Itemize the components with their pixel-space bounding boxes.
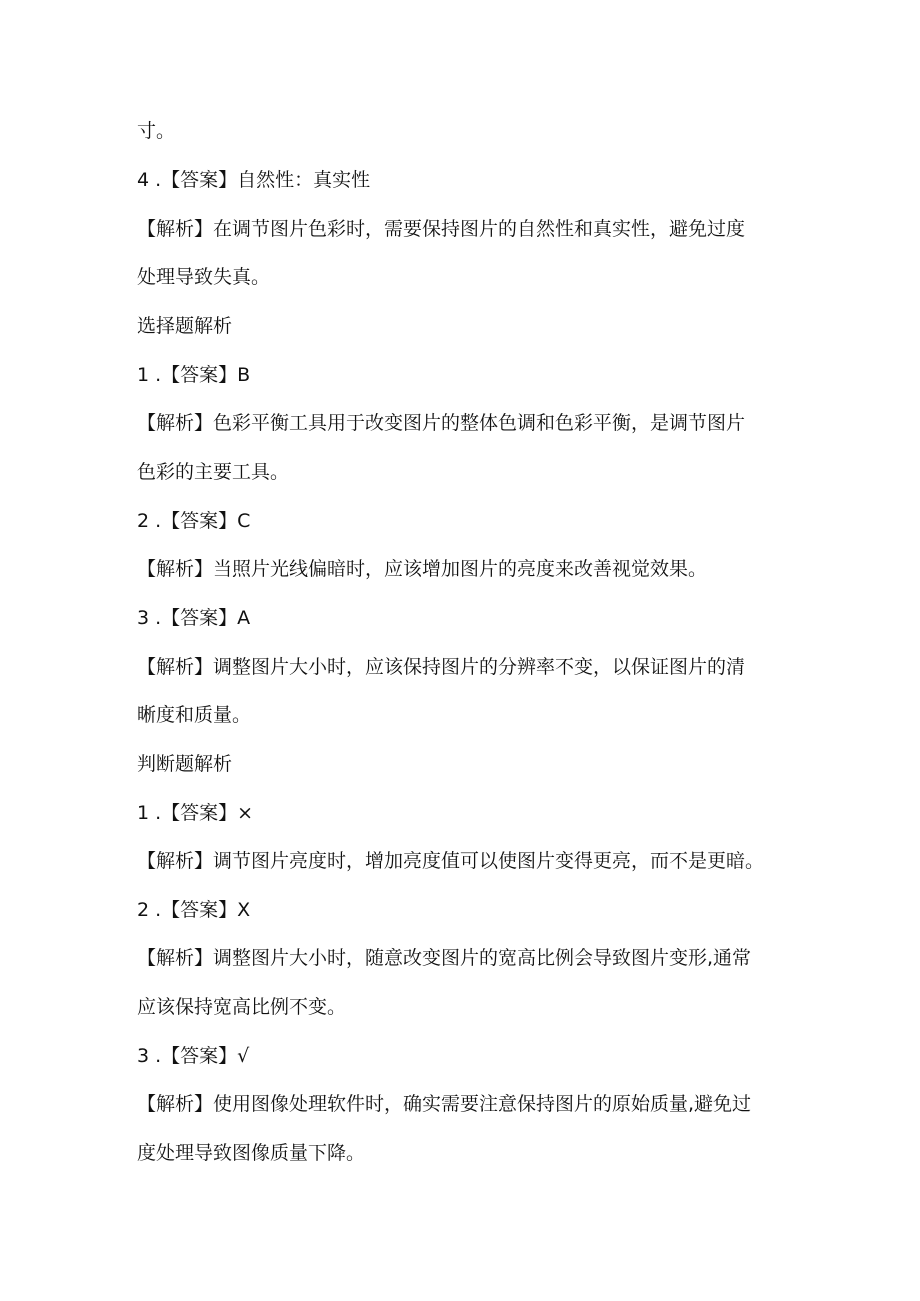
explanation-line-fill-4-cont: 处理导致失真。 — [137, 266, 271, 288]
section-heading-judgment: 判断题解析 — [137, 753, 233, 775]
explanation-line-choice-2: 【解析】当照片光线偏暗时，应该增加图片的亮度来改善视觉效果。 — [137, 558, 708, 580]
answer-line-judgment-3: 3 .【答案】√ — [137, 1045, 250, 1067]
answer-line-choice-3: 3 .【答案】A — [137, 607, 251, 629]
explanation-line-judgment-2: 【解析】调整图片大小时，随意改变图片的宽高比例会导致图片变形,通常 — [137, 947, 752, 969]
explanation-line-fill-4: 【解析】在调节图片色彩时，需要保持图片的自然性和真实性，避免过度 — [137, 218, 746, 240]
answer-line-choice-1: 1 .【答案】B — [137, 364, 251, 386]
explanation-line-choice-1-cont: 色彩的主要工具。 — [137, 461, 290, 483]
explanation-line-choice-3: 【解析】调整图片大小时，应该保持图片的分辨率不变，以保证图片的清 — [137, 656, 746, 678]
explanation-line-judgment-1: 【解析】调节图片亮度时，增加亮度值可以使图片变得更亮，而不是更暗。 — [137, 850, 765, 872]
explanation-line-judgment-2-cont: 应该保持宽高比例不变。 — [137, 996, 347, 1018]
explanation-line-judgment-3-cont: 度处理导致图像质量下降。 — [137, 1142, 366, 1164]
explanation-line-choice-1: 【解析】色彩平衡工具用于改变图片的整体色调和色彩平衡，是调节图片 — [137, 412, 746, 434]
answer-line-judgment-1: 1 .【答案】× — [137, 802, 254, 824]
explanation-line-judgment-3: 【解析】使用图像处理软件时，确实需要注意保持图片的原始质量,避免过 — [137, 1093, 752, 1115]
explanation-line-choice-3-cont: 晰度和质量。 — [137, 704, 252, 726]
answer-line-choice-2: 2 .【答案】C — [137, 510, 251, 532]
answer-line-fill-4: 4 .【答案】自然性：真实性 — [137, 169, 371, 191]
section-heading-choice: 选择题解析 — [137, 315, 233, 337]
answer-line-judgment-2: 2 .【答案】X — [137, 899, 251, 921]
text-line-continuation: 寸。 — [137, 120, 176, 142]
